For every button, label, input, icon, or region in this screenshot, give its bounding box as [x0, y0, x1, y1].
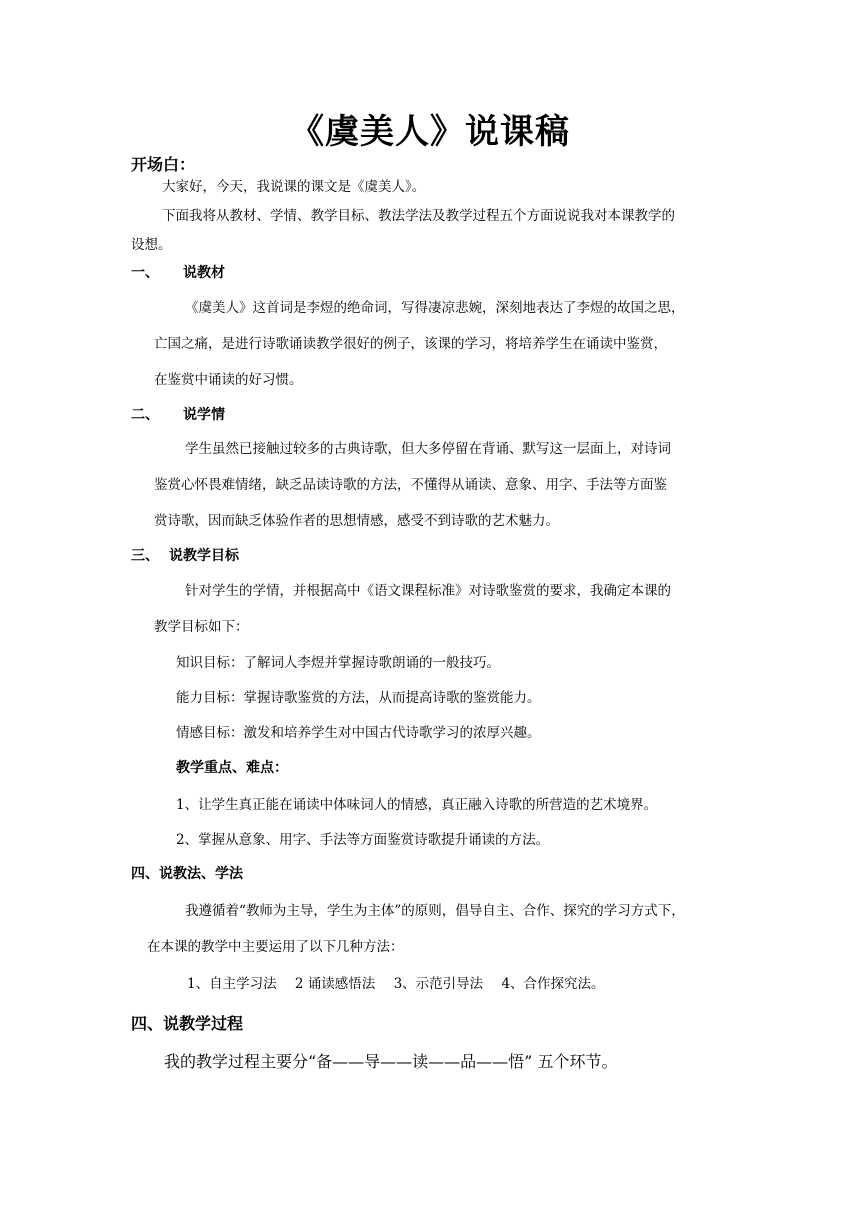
section-1-number: 一、 — [131, 265, 159, 281]
method-3: 3、示范引导法 — [393, 976, 484, 992]
section-4-line-1: 我遵循着“教师为主导，学生为主体”的原则，倡导自主、合作、探究的学习方式下， — [185, 903, 685, 919]
section-3-line-1: 针对学生的学情，并根据高中《语文课程标准》对诗歌鉴赏的要求，我确定本课的 — [185, 583, 671, 599]
methods-list — [187, 972, 619, 992]
section-2-number: 二、 — [131, 407, 159, 423]
method-2: 2 诵读感悟法 — [294, 976, 376, 992]
key-point-2: 2、掌握从意象、用字、手法等方面鉴赏诗歌提升诵读的方法。 — [176, 832, 550, 848]
section-3-heading: 说教学目标 — [169, 548, 239, 564]
document-title: 《虞美人》说课稿 — [290, 112, 570, 152]
opening-line-2: 下面我将从教材、学情、教学目标、教法学法及教学过程五个方面说说我对本课教学的 — [162, 208, 675, 224]
section-1-line-2: 亡国之痛，是进行诗歌诵读教学很好的例子，该课的学习，将培养学生在诵读中鉴赏， — [154, 336, 667, 352]
opening-line-3: 设想。 — [131, 237, 172, 253]
section-4-line-2: 在本课的教学中主要运用了以下几种方法： — [147, 939, 404, 955]
goal-knowledge: 知识目标：了解词人李煜并掌握诗歌朗诵的一般技巧。 — [176, 655, 500, 671]
method-4: 4、合作探究法。 — [501, 976, 605, 992]
section-5-line-1: 我的教学过程主要分“备——导——读——品——悟” 五个环节。 — [164, 1052, 618, 1071]
section-1-line-3: 在鉴赏中诵读的好习惯。 — [154, 372, 303, 388]
section-1-heading: 说教材 — [183, 265, 225, 281]
section-2-line-3: 赏诗歌，因而缺乏体验作者的思想情感，感受不到诗歌的艺术魅力。 — [154, 513, 559, 529]
opening-line-1: 大家好，今天，我说课的课文是《虞美人》。 — [162, 179, 426, 195]
goal-ability: 能力目标：掌握诗歌鉴赏的方法，从而提高诗歌的鉴赏能力。 — [176, 690, 541, 706]
section-2-heading: 说学情 — [183, 407, 225, 423]
key-points-heading: 教学重点、难点： — [176, 760, 288, 776]
opening-heading: 开场白： — [131, 155, 196, 174]
section-3-number: 三、 — [131, 548, 159, 564]
section-2-line-1: 学生虽然已接触过较多的古典诗歌，但大多停留在背诵、默写这一层面上，对诗词 — [185, 441, 671, 457]
section-3-line-2: 教学目标如下： — [154, 619, 249, 635]
goal-emotion: 情感目标：激发和培养学生对中国古代诗歌学习的浓厚兴趣。 — [176, 725, 541, 741]
section-5-heading: 四、说教学过程 — [131, 1014, 244, 1033]
method-1: 1、自主学习法 — [187, 976, 277, 992]
section-4-heading: 四、说教法、学法 — [131, 866, 243, 882]
key-point-1: 1、让学生真正能在诵读中体味词人的情感，真正融入诗歌的所营造的艺术境界。 — [176, 797, 658, 813]
section-2-line-2: 鉴赏心怀畏难情绪，缺乏品读诗歌的方法，不懂得从诵读、意象、用字、手法等方面鉴 — [154, 477, 667, 493]
section-1-line-1: 《虞美人》这首词是李煜的绝命词，写得凄凉悲婉，深刻地表达了李煜的故国之思， — [185, 300, 685, 316]
